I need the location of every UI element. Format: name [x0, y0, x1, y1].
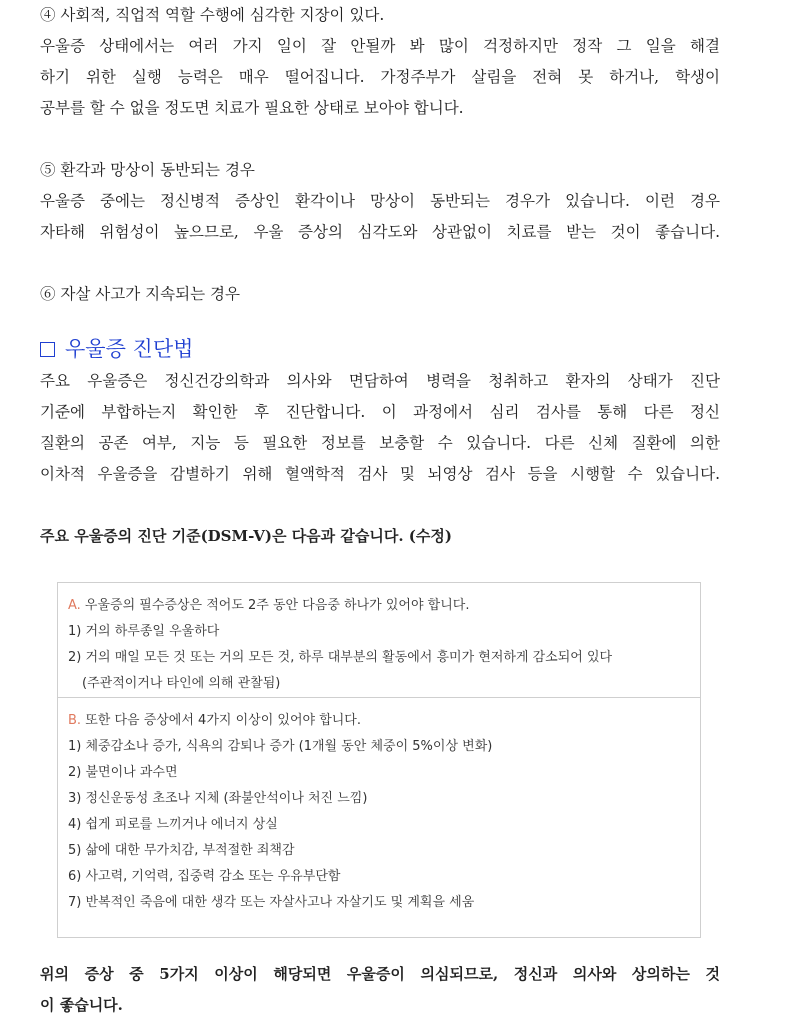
criteria-item: 1) 체중감소나 증가, 식욕의 감퇴나 증가 (1개월 동안 체중이 5%이상 변화): [68, 739, 493, 754]
section5-title: ⑤ 환각과 망상이 동반되는 경우: [40, 161, 255, 179]
criteria-item: 2) 불면이나 과수면: [68, 765, 178, 780]
section4-line: 하기 위한 실행 능력은 매우 떨어집니다. 가정주부가 살림을 전혀 못 하거나, 학생이: [40, 68, 720, 86]
footer-note: [40, 959, 720, 1021]
section5-line: 우울증 중에는 정신병적 증상인 환각이나 망상이 동반되는 경우가 있습니다. 이런 경우: [40, 192, 720, 210]
checkbox-square-icon: [40, 342, 55, 357]
criteria-section-a: [58, 583, 700, 697]
criteria-item: 3) 정신운동성 초조나 지체 (좌불안석이나 처진 느낌): [68, 791, 368, 806]
dsm-criteria-box: [57, 582, 701, 938]
diagnosis-heading: [40, 334, 720, 364]
article-body: [40, 0, 720, 552]
section4-title: ④ 사회적, 직업적 역할 수행에 심각한 지장이 있다.: [40, 6, 385, 24]
criteria-item: 2) 거의 매일 모든 것 또는 거의 모든 것, 하루 대부분의 활동에서 흥미가 현저하게 감소되어 있다: [68, 650, 613, 665]
diagnosis-heading-text: 우울증 진단법: [65, 337, 194, 361]
section6-title: ⑥ 자살 사고가 지속되는 경우: [40, 285, 240, 303]
criteria-section-b: [58, 697, 700, 916]
criteria-b-header: [68, 708, 700, 734]
criteria-item: 6) 사고력, 기억력, 집중력 감소 또는 우유부단함: [68, 869, 341, 884]
criteria-note: (주관적이거나 타인에 의해 관찰됨): [82, 676, 281, 691]
section4-line: 우울증 상태에서는 여러 가지 일이 잘 안될까 봐 많이 걱정하지만 정작 그 일을 해결: [40, 37, 720, 55]
section4-line: 공부를 할 수 없을 정도면 치료가 필요한 상태로 보아야 합니다.: [40, 99, 464, 117]
criteria-intro: 주요 우울증의 진단 기준(DSM-V)은 다음과 같습니다. (수정): [40, 527, 452, 545]
criteria-a-letter: A.: [68, 598, 81, 613]
diagnosis-line: 이차적 우울증을 감별하기 위해 혈액학적 검사 및 뇌영상 검사 등을 시행할 수 있습니다.: [40, 465, 720, 483]
footer-line: 이 좋습니다.: [40, 996, 123, 1014]
section5-line: 자타해 위험성이 높으므로, 우울 증상의 심각도와 상관없이 치료를 받는 것이 좋습니다.: [40, 223, 720, 241]
criteria-a-header: [68, 593, 700, 619]
criteria-item: 5) 삶에 대한 무가치감, 부적절한 죄책감: [68, 843, 295, 858]
criteria-item: 4) 쉽게 피로를 느끼거나 에너지 상실: [68, 817, 278, 832]
footer-line: 위의 증상 중 5가지 이상이 해당되면 우울증이 의심되므로, 정신과 의사와 상의하는 것: [40, 965, 720, 983]
criteria-b-text: 또한 다음 증상에서 4가지 이상이 있어야 합니다.: [81, 713, 361, 728]
diagnosis-line: 기준에 부합하는지 확인한 후 진단합니다. 이 과정에서 심리 검사를 통해 다른 정신: [40, 403, 720, 421]
criteria-item: 7) 반복적인 죽음에 대한 생각 또는 자살사고나 자살기도 및 계획을 세움: [68, 895, 475, 910]
diagnosis-line: 주요 우울증은 정신건강의학과 의사와 면담하여 병력을 청취하고 환자의 상태가 진단: [40, 372, 720, 390]
criteria-a-text: 우울증의 필수증상은 적어도 2주 동안 다음중 하나가 있어야 합니다.: [80, 598, 470, 613]
diagnosis-line: 질환의 공존 여부, 지능 등 필요한 정보를 보충할 수 있습니다. 다른 신체 질환에 의한: [40, 434, 720, 452]
criteria-b-letter: B.: [68, 713, 82, 728]
criteria-item: 1) 거의 하루종일 우울하다: [68, 624, 220, 639]
